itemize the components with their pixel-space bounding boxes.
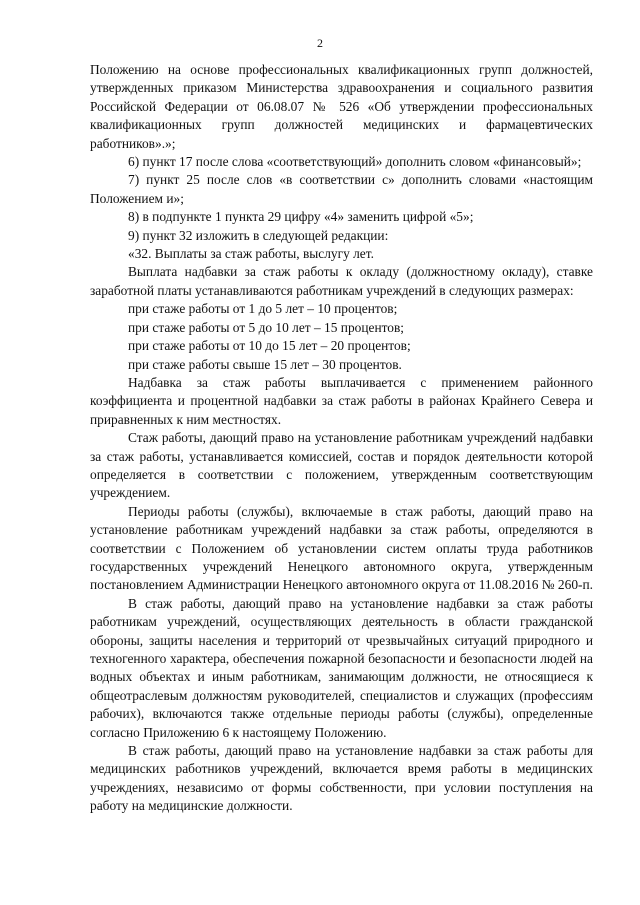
page-number: 2 xyxy=(317,36,323,50)
paragraph: 8) в подпункте 1 пункта 29 цифру «4» заменить цифрой «5»; xyxy=(128,209,474,225)
paragraph: 6) пункт 17 после слова «соответствующий» дополнить словом «финансовый»; xyxy=(128,154,582,170)
list-item: при стаже работы от 5 до 10 лет – 15 процентов; xyxy=(128,319,405,335)
paragraph: Надбавка за стаж работы выплачивается с применением районного коэффициента и процентной надбавки за стаж работы в районах Крайнего Севера и приравненных к ним местностях. xyxy=(90,374,593,427)
paragraph: Положению на основе профессиональных квалификационных групп должностей, утвержденных приказом Министерства здравоохранения и социального развития Российской Федерации от 06.08.07 № 526 «Об утверждении профессиональных квалификационных групп должностей медицинских и фармацевтических работников».»; xyxy=(90,62,593,151)
paragraph: В стаж работы, дающий право на установление надбавки за стаж работы работникам учреждений, осуществляющих деятельность в области гражданской обороны, защиты населения и территорий от чрезвычайных ситуаций природного и техногенного характера, обеспечения пожарной безопасности и безопасности людей на водных объектах и иным работникам, занимающим должности, не относящиеся к общеотраслевым должностям руководителей, специалистов и служащих (профессиям рабочих), включаются также отдельные периоды работы (службы), определенные согласно Приложению 6 к настоящему Положению. xyxy=(90,595,593,740)
paragraph: Периоды работы (службы), включаемые в стаж работы, дающий право на установление работникам учреждений надбавки за стаж работы, определяются в соответствии с Положением об установлении систем оплаты труда работников государственных учреждений Ненецкого автономного округа, утвержденным постановлением Администрации Ненецкого автономного округа от 11.08.2016 № 260-п. xyxy=(90,503,593,593)
paragraph: «32. Выплаты за стаж работы, выслугу лет. xyxy=(128,246,374,262)
list-item: при стаже работы от 10 до 15 лет – 20 процентов; xyxy=(128,338,411,354)
paragraph: 7) пункт 25 после слов «в соответствии с» дополнить словами «настоящим Положением и»; xyxy=(90,172,593,206)
document-body xyxy=(90,61,593,816)
paragraph: В стаж работы, дающий право на установление надбавки за стаж работы для медицинских работников учреждений, включается время работы в медицинских учреждениях, независимо от формы собственности, при условии поступления на работу на медицинские должности. xyxy=(90,743,593,814)
paragraph: Стаж работы, дающий право на установление работникам учреждений надбавки за стаж работы, устанавливается комиссией, состав и порядок деятельности которой определяется в соответствии с положением, утвержденным соответствующим учреждением. xyxy=(90,430,593,501)
list-item: при стаже работы от 1 до 5 лет – 10 процентов; xyxy=(128,301,398,317)
paragraph: 9) пункт 32 изложить в следующей редакции: xyxy=(128,227,389,243)
paragraph: Выплата надбавки за стаж работы к окладу (должностному окладу), ставке заработной платы устанавливаются работникам учреждений в следующих размерах: xyxy=(90,264,593,298)
list-item: при стаже работы свыше 15 лет – 30 процентов. xyxy=(128,356,402,372)
